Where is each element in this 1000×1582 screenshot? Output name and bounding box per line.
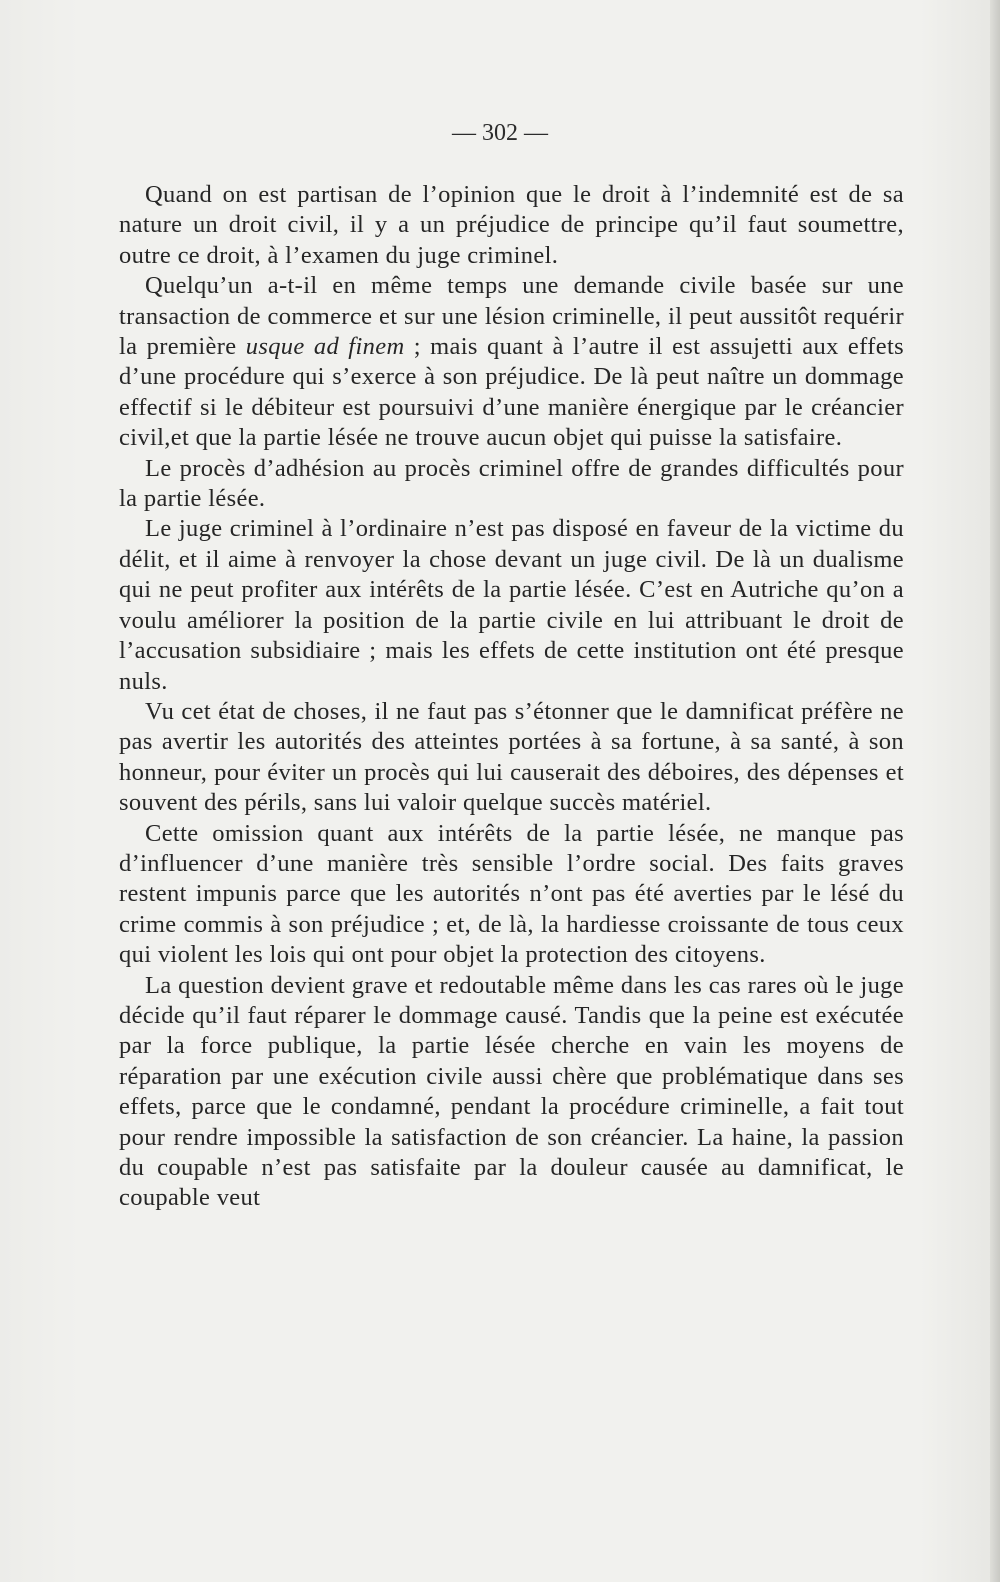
paragraph-3: Le procès d’adhésion au procès criminel offre de grandes difficultés pour la partie lésée. <box>119 454 904 513</box>
body-text <box>119 180 904 1214</box>
paragraph-1: Quand on est partisan de l’opinion que le droit à l’indemnité est de sa nature un droit civil, il y a un préjudice de principe qu’il faut soumettre, outre ce droit, à l’examen du juge criminel. <box>119 181 904 269</box>
paragraph-2-text: Quelqu’un a-t-il en même temps une demande civile basée sur une transaction de commerce et sur une lésion criminelle, il peut aussitôt requérir la première <box>119 272 904 361</box>
paragraph-2-continuation: ; mais quant à l’autre il est assujetti aux effets d’une procédure qui s’exerce à son préjudice. De là peut naître un dommage effectif si le débiteur est poursuivi d’une manière énergique par le créancier civil,et que la partie lésée ne trouve aucun objet qui puisse la satisfaire. <box>119 333 904 452</box>
paragraph-6: Cette omission quant aux intérêts de la partie lésée, ne manque pas d’influencer d’une manière très sensible l’ordre social. Des faits graves restent impunis parce que les autorités n’ont pas été averties par le lésé du crime commis à son préjudice ; et, de là, la hardiesse croissante de tous ceux qui violent les lois qui ont pour objet la protection des citoyens. <box>119 819 904 969</box>
paragraph-5: Vu cet état de choses, il ne faut pas s’étonner que le damnificat préfère ne pas avertir les autorités des atteintes portées à sa fortune, à sa santé, à son honneur, pour éviter un procès qui lui causerait des déboires, des dépenses et souvent des périls, sans lui valoir quelque succès matériel. <box>119 697 904 817</box>
page-edge <box>990 0 1000 1582</box>
paragraph-7: La question devient grave et redoutable même dans les cas rares où le juge décide qu’il faut réparer le dommage causé. Tandis que la peine est exécutée par la force publique, la partie lésée cherche en vain les moyens de réparation par une exécution civile aussi chère que problématique dans ses effets, parce que le condamné, pendant la procédure criminelle, a fait tout pour rendre impossible la satisfaction de son créancier. La haine, la passion du coupable n’est pas satisfaite par la douleur causée au damnificat, le coupable veut <box>119 971 904 1212</box>
page-number: — 302 — <box>452 120 548 146</box>
paragraph-2 <box>119 271 904 453</box>
paragraph-4: Le juge criminel à l’ordinaire n’est pas disposé en faveur de la victime du délit, et il aime à renvoyer la chose devant un juge civil. De là un dualisme qui ne peut profiter aux intérêts de la partie lésée. C’est en Autriche qu’on a voulu améliorer la position de la partie civile en lui attribuant le droit de l’accusation subsidiaire ; mais les effets de cette institution ont été presque nuls. <box>119 515 904 695</box>
latin-phrase: usque ad finem <box>245 333 405 361</box>
